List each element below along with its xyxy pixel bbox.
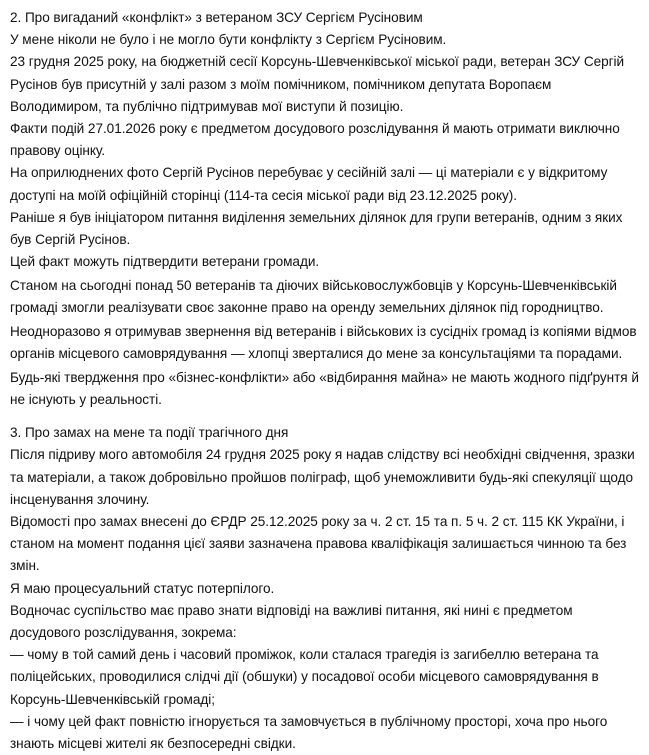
paragraph-budget-session: 23 грудня 2025 року, на бюджетній сесії Корсунь-Шевченківської міської ради, ветеран ЗСУ Сергій Русінов був присутній у залі разом з моїм помічником, помічником депутата Воропаєм Володимиром, та публічно підтримував мої виступи й позицію.	[10, 54, 625, 114]
paragraph-appeals-from-neighbours: Неодноразово я отримував звернення від ветеранів і військових із сусідніх громад із копіями відмов органів місцевого самоврядування — хлопці зверталися до мене за консультаціями та порадами.	[10, 323, 637, 362]
paragraph-veterans-can-confirm: Цей факт можуть підтвердити ветерани громади.	[10, 254, 320, 270]
paragraph-facts-legal-assessment: Факти подій 27.01.2026 року є предметом досудового розслідування й мають отримати виключно правову оцінку.	[10, 121, 620, 159]
paragraph-land-plots-initiator: Раніше я був ініціатором питання виділення земельних ділянок для групи ветеранів, одним з яких був Сергій Русінов.	[10, 209, 623, 248]
paragraph-published-photos: На оприлюднених фото Сергій Русінов перебуває у сесійній залі — ці матеріали є у відкритому доступі на моїй офіційній сторінці (114-та сесія міської ради від 23.12.2025 року).	[10, 165, 608, 203]
list-item-question-two: — і чому цей факт повністю ігнорується та замовчується в публічному просторі, хоча про нього знають місцеві жителі як безпосередні свідки.	[10, 713, 608, 751]
paragraph-after-car-explosion: Після підриву мого автомобіля 24 грудня 2025 року я надав слідству всі необхідні свідчення, зразки та матеріали, а також добровільно пройшов поліграф, щоб унеможливити будь-які спекуляції щодо інсценування злочину.	[10, 447, 635, 507]
paragraph-erdr-registration: Відомості про замах внесені до ЄРДР 25.12.2025 року за ч. 2 ст. 15 та п. 5 ч. 2 ст. 115 КК України, і станом на момент подання цієї заяви зазначена правова кваліфікація залишається чинною та без змін.	[10, 513, 627, 574]
paragraph-fifty-veterans: Станом на сьогодні понад 50 ветеранів та діючих військовослужбовців у Корсунь-Шевченківській громаді змогли реалізувати своє законне право на оренду земельних ділянок під городництво.	[10, 277, 617, 316]
paragraph-business-conflicts-denial: Будь-які твердження про «бізнес-конфлікти» або «відбирання майна» не мають жодного підґрунтя й не існують у реальності.	[10, 369, 639, 407]
paragraph-no-conflict: У мене ніколи не було і не могло бути конфлікту з Сергієм Русіновим.	[10, 32, 447, 48]
section-heading-3: 3. Про замах на мене та події трагічного дня	[10, 425, 289, 441]
section-heading-2: 2. Про вигаданий «конфлікт» з ветераном ЗСУ Сергієм Русіновим	[10, 10, 423, 25]
list-item-question-one: — чому в той самий день і часовий проміжок, коли сталася трагедія із загибеллю ветерана та поліцейських, проводилися слідчі дії (обшуки) у посадової особи місцевого самоврядування в Корсунь-Шевченківській громаді;	[10, 647, 599, 707]
paragraph-society-right-to-know: Водночас суспільство має право знати відповіді на важливі питання, які нині є предметом досудового розслідування, зокрема:	[10, 602, 573, 640]
paragraph-procedural-victim-status: Я маю процесуальний статус потерпілого.	[10, 580, 275, 596]
